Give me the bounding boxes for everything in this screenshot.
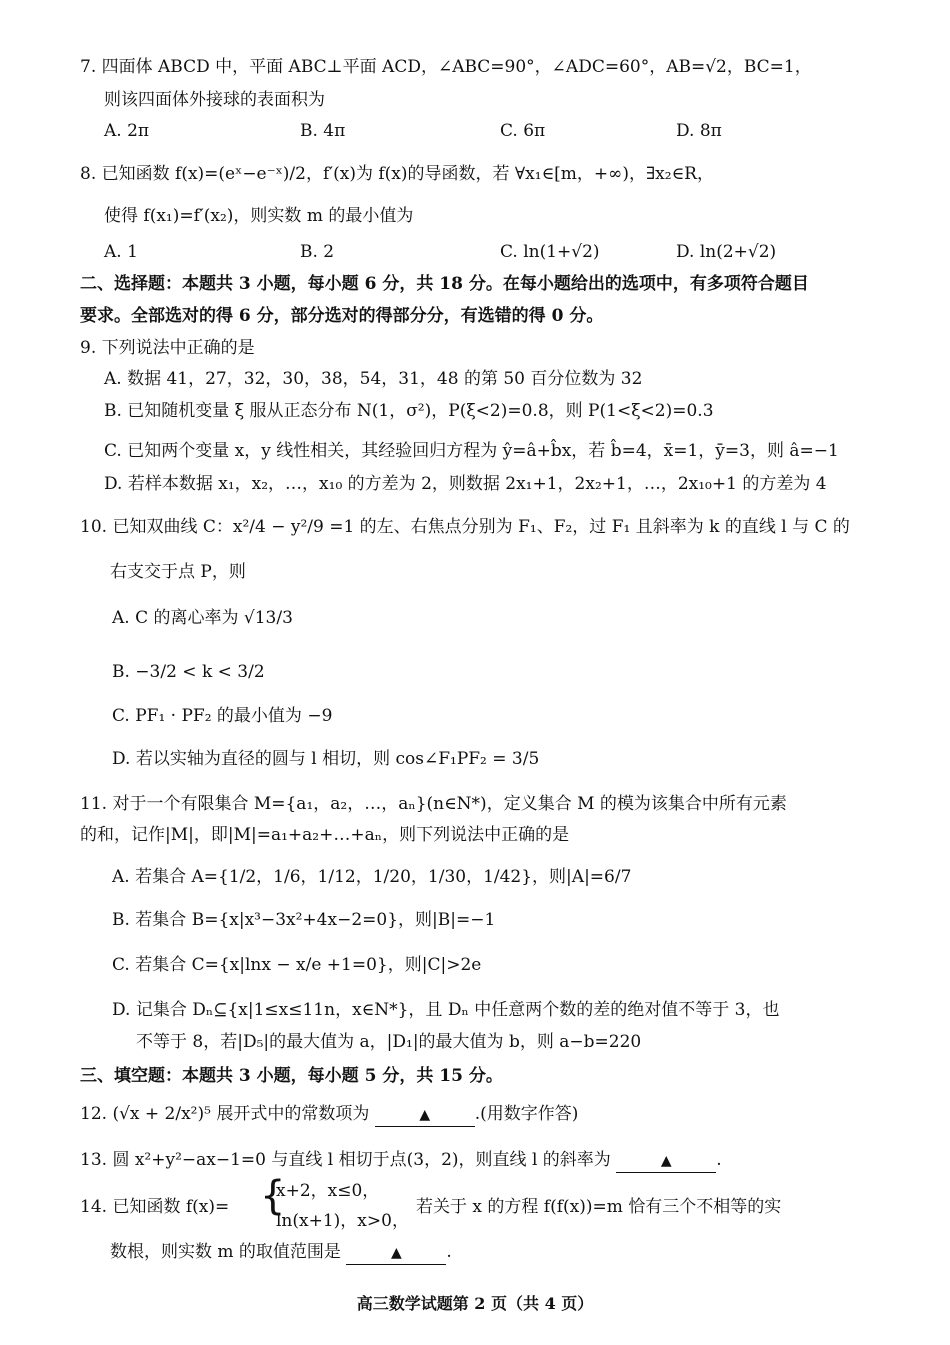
q7-option-c: C. 6π — [500, 121, 546, 141]
q10-line1: 10. 已知双曲线 C：x²/4 − y²/9 =1 的左、右焦点分别为 F₁、F₂，过 F₁ 且斜率为 k 的直线 l 与 C 的 — [80, 517, 850, 537]
q13-line — [80, 1149, 722, 1173]
q14-continued: 若关于 x 的方程 f(f(x))=m 恰有三个不相等的实 — [416, 1197, 782, 1217]
page-footer: 高三数学试题第 2 页（共 4 页） — [356, 1294, 594, 1313]
q7-option-a: A. 2π — [104, 121, 150, 141]
q8-line1: 8. 已知函数 f(x)=(eˣ−e⁻ˣ)/2，f′(x)为 f(x)的导函数，若 ∀x₁∈[m，+∞)，∃x₂∈R， — [80, 164, 714, 184]
q8-option-d: D. ln(2+√2) — [676, 242, 777, 262]
q9-option-b: B. 已知随机变量 ξ 服从正态分布 N(1，σ²)，P(ξ<2)=0.8，则 P(1<ξ<2)=0.3 — [104, 401, 714, 421]
q8-line2: 使得 f(x₁)=f′(x₂)，则实数 m 的最小值为 — [104, 206, 414, 226]
q10-option-d: D. 若以实轴为直径的圆与 l 相切，则 cos∠F₁PF₂ = 3/5 — [112, 749, 540, 769]
q11-option-b: B. 若集合 B={x|x³−3x²+4x−2=0}，则|B|=−1 — [112, 910, 496, 930]
q14-piecewise-brace: { — [260, 1173, 286, 1219]
q12-stem: 12. (√x + 2/x²)⁵ 展开式中的常数项为 — [80, 1104, 370, 1124]
q7-options — [104, 120, 864, 142]
q9-option-a: A. 数据 41，27，32，30，38，54，31，48 的第 50 百分位数为 32 — [104, 369, 643, 389]
q14-case2: ln(x+1)，x>0， — [276, 1211, 409, 1231]
q7-line1: 7. 四面体 ABCD 中，平面 ABC⊥平面 ACD，∠ABC=90°，∠ADC=60°，AB=√2，BC=1， — [80, 57, 812, 77]
q10-option-b: B. −3/2 < k < 3/2 — [112, 662, 265, 682]
q8-option-b: B. 2 — [300, 242, 335, 262]
q7-option-d: D. 8π — [676, 121, 722, 141]
q12-blank-marker: ▲ — [419, 1107, 431, 1123]
section3-heading: 三、填空题：本题共 3 小题，每小题 5 分，共 15 分。 — [80, 1066, 503, 1086]
q13-stem: 13. 圆 x²+y²−ax−1=0 与直线 l 相切于点(3，2)，则直线 l 的斜率为 — [80, 1150, 611, 1170]
q13-blank-marker: ▲ — [660, 1153, 672, 1169]
q8-option-a: A. 1 — [104, 242, 138, 262]
q13-tail: . — [716, 1150, 722, 1170]
q11-option-a: A. 若集合 A={1/2，1/6，1/12，1/20，1/30，1/42}，则|A|=6/7 — [112, 867, 632, 887]
q9-stem: 9. 下列说法中正确的是 — [80, 338, 255, 358]
q14-answer-blank[interactable] — [346, 1241, 446, 1265]
q10-line2: 右支交于点 P，则 — [110, 562, 246, 582]
q8-option-c: C. ln(1+√2) — [500, 242, 600, 262]
q14-blank-marker: ▲ — [390, 1245, 402, 1261]
section2-heading-line1: 二、选择题：本题共 3 小题，每小题 6 分，共 18 分。在每小题给出的选项中，有多项符合题目 — [80, 274, 809, 294]
q9-option-c: C. 已知两个变量 x，y 线性相关，其经验回归方程为 ŷ=â+b̂x，若 b̂=4，x̄=1，ȳ=3，则 â=−1 — [104, 441, 839, 461]
q10-option-c: C. PF₁ · PF₂ 的最小值为 −9 — [112, 706, 333, 726]
section2-heading-line2: 要求。全部选对的得 6 分，部分选对的得部分分，有选错的得 0 分。 — [80, 306, 604, 326]
q12-answer-blank[interactable] — [375, 1103, 475, 1127]
q14-line2-stem: 数根，则实数 m 的取值范围是 — [110, 1242, 341, 1262]
q11-option-c: C. 若集合 C={x|lnx − x/e +1=0}，则|C|>2e — [112, 955, 482, 975]
q11-option-d-line2: 不等于 8，若|D₅|的最大值为 a，|D₁|的最大值为 b，则 a−b=220 — [136, 1032, 642, 1052]
q7-line2: 则该四面体外接球的表面积为 — [104, 90, 325, 110]
q8-options — [104, 241, 864, 263]
q14-stem: 14. 已知函数 f(x)= — [80, 1197, 230, 1217]
q10-option-a: A. C 的离心率为 √13/3 — [112, 608, 293, 628]
q9-option-d: D. 若样本数据 x₁，x₂，…，x₁₀ 的方差为 2，则数据 2x₁+1，2x₂+1，…，2x₁₀+1 的方差为 4 — [104, 474, 827, 494]
q12-line — [80, 1103, 578, 1127]
q14-line2 — [110, 1241, 452, 1265]
q11-line1: 11. 对于一个有限集合 M={a₁，a₂，…，aₙ}(n∈N*)，定义集合 M 的模为该集合中所有元素 — [80, 794, 787, 814]
q11-option-d-line1: D. 记集合 Dₙ⊆{x|1≤x≤11n，x∈N*}，且 Dₙ 中任意两个数的差的绝对值不等于 3，也 — [112, 1000, 780, 1020]
q12-tail: .(用数字作答) — [474, 1104, 579, 1124]
q11-line2: 的和，记作|M|，即|M|=a₁+a₂+…+aₙ，则下列说法中正确的是 — [80, 825, 570, 845]
q14-tail: . — [446, 1242, 452, 1262]
q7-option-b: B. 4π — [300, 121, 346, 141]
q13-answer-blank[interactable] — [616, 1149, 716, 1173]
q14-case1: x+2，x≤0， — [276, 1181, 380, 1201]
